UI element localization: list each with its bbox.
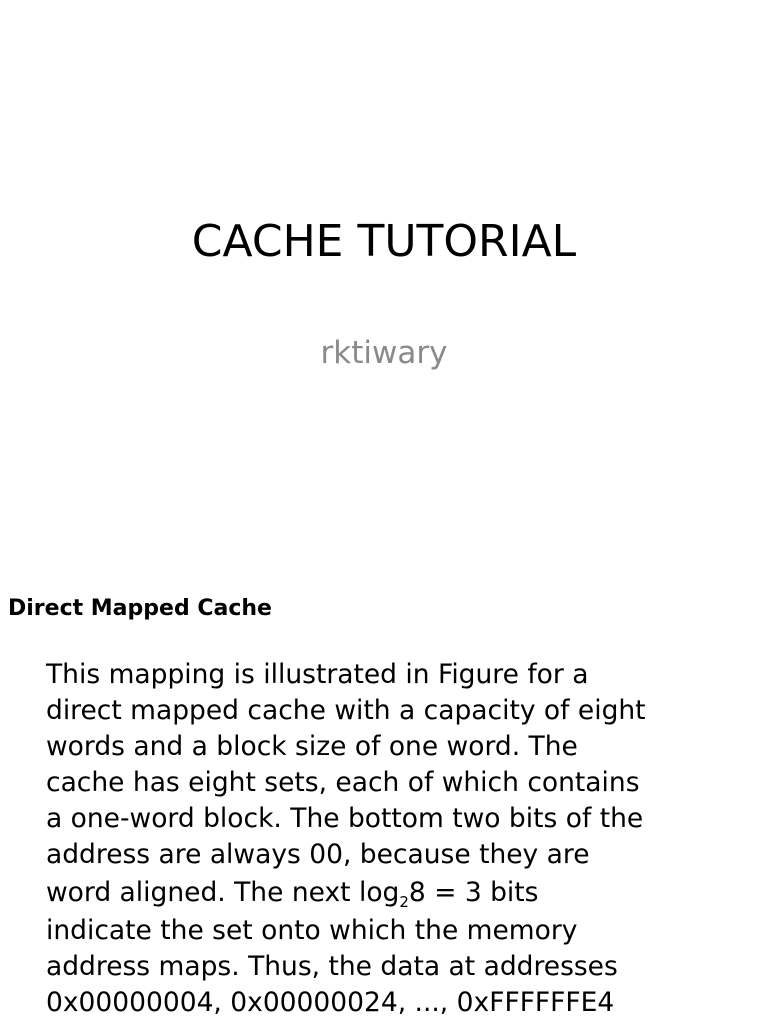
- body-line-5: a one-word block. The bottom two bits of the: [46, 803, 644, 834]
- slide-subtitle-author: rktiwary: [320, 335, 448, 371]
- body-line-9: address maps. Thus, the data at addresses: [46, 951, 618, 982]
- body-line-6: address are always 00, because they are: [46, 839, 590, 870]
- body-line-8: indicate the set onto which the memory: [46, 915, 578, 946]
- section-body-text: [46, 657, 758, 1021]
- body-line-4: cache has eight sets, each of which contains: [46, 767, 640, 798]
- log-base-subscript: 2: [399, 893, 409, 911]
- body-line-7-end: 8 = 3 bits: [408, 877, 539, 908]
- body-line-2: direct mapped cache with a capacity of eight: [46, 695, 646, 726]
- section-heading: Direct Mapped Cache: [8, 596, 272, 621]
- body-line-1: This mapping is illustrated in Figure for a: [46, 659, 589, 690]
- body-line-7-start: word aligned. The next log: [46, 877, 400, 908]
- body-line-7: [46, 873, 758, 913]
- body-line-3: words and a block size of one word. The: [46, 731, 578, 762]
- body-line-10: 0x00000004, 0x00000024, ..., 0xFFFFFFE4: [46, 987, 615, 1018]
- slide-title: CACHE TUTORIAL: [191, 216, 577, 267]
